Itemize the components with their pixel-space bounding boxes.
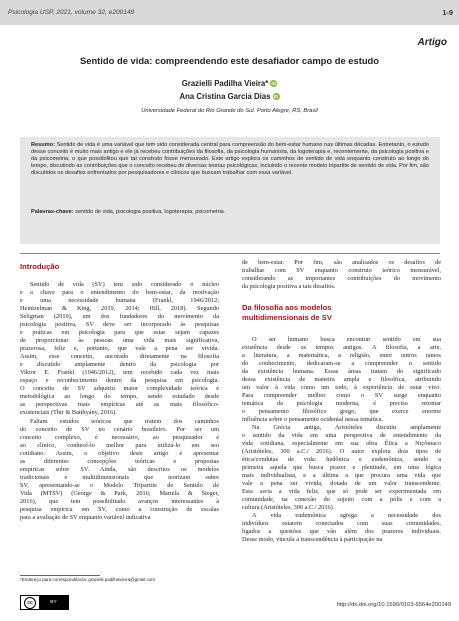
text-line: Esta seria a vida feliz, que só pode ser experimentada em (242, 488, 441, 495)
author-name: Grazielli Padilha Vieira* (181, 79, 269, 88)
text-line: o sentido da vida em uma perspectiva de entendimento da (242, 432, 441, 439)
text-line: considerando as importantes contribuições do movimento (242, 275, 441, 282)
text-line: pesquisa empírica em SV, como a construção de escalas (20, 506, 219, 513)
journal-citation: Psicologia USP, 2021, volume 32, e200149 (8, 9, 135, 16)
cc-by-license-badge[interactable] (20, 595, 69, 610)
author-2 (0, 92, 459, 101)
text-line: o pensamento filosófico grego, que exerce enorme (242, 408, 441, 415)
text-line: Viktor E. Frankl (1946/2012), tem recebido cada vez mais (20, 369, 219, 376)
text-line: espaço e reconhecimento dentro da pesquisa em psicologia. (20, 377, 219, 384)
text-line: cultura (Aristóteles, 300 a.C./ 2016). (242, 504, 335, 511)
text-line: conceito complexo, é necessário, ao pesquisador e (20, 434, 219, 441)
text-line: ligados a questões que vão além dos prazeres individuais. (242, 528, 441, 535)
heading-introducao: Introdução (20, 262, 60, 271)
text-line: a literatura, a matemática, a religião, entre outros ramos (242, 352, 441, 359)
text-line: Desse modo, vincula a transcendência à participação na (242, 536, 383, 543)
text-line: do conhecimento, dedicaram-se a compreender o sentido (242, 360, 441, 367)
text-line: ao clínico, conhecê-lo melhor para utilizá-lo em seu (20, 442, 219, 449)
heading-filosofia-1: Da filosofia aos modelos (242, 303, 332, 312)
text-line: de bem-estar. Por fim, são analisados os desafios de (242, 259, 441, 266)
keywords-label: Palavras-chave: (31, 209, 74, 215)
text-line: O ser humano busca encontrar sentido em sua (252, 336, 441, 343)
cc-icon: cc (21, 596, 39, 609)
text-line: ética/condutas de vida: hedônica e eudemônica, sendo a (242, 456, 441, 463)
text-line: do conceito de SV no cenário brasileiro. Por ser um (20, 426, 219, 433)
by-label: BY (39, 596, 68, 609)
section-label: Artigo (417, 37, 447, 48)
footnote: *Endereço para correspondência: grazielli.padilhavieira@gmail.com (20, 577, 156, 582)
keywords (31, 209, 429, 215)
text-line: Vida (MTSV) (George & Park, 2016; Martela & Steger, (20, 490, 219, 497)
text-line: influência sobre o pensamento ocidental nessa temática. (242, 416, 384, 423)
text-line: da psicologia positiva a tais desafios. (242, 283, 336, 290)
heading-filosofia-2: multidimensionais de SV (242, 313, 332, 322)
orcid-icon[interactable]: iD (273, 94, 279, 99)
text-line: primeira aquela que busca prazer e plenitude, em uma lógica (242, 464, 441, 471)
text-line: Na Grécia antiga, Aristóteles discutiu amplamente (252, 424, 441, 431)
paper-title: Sentido de vida: compreendendo este desafiador campo de estudo (79, 55, 380, 66)
footnote-rule (20, 575, 100, 576)
text-line: Heintzelman & King, 2019, 2014; Hill, 2018). Segundo (20, 305, 219, 312)
text-line: e práticas em psicologia para que estas sejam capazes (20, 329, 219, 336)
text-line: e a chave para o entendimento do bem-estar, da motivação (20, 289, 219, 296)
text-line: mais individualista, e a última a que procura uma vida que (242, 472, 441, 479)
text-line: Assim, esse conceito, ancorado diretamente na filosofia (20, 353, 219, 360)
text-line: O conceito de SV adquiriu maior complexidade teórica e (20, 385, 219, 392)
text-line: vida cotidiana, especialmente em sua obra Ética a Nicômaco (242, 440, 441, 447)
abstract-label: Resumo: (31, 142, 55, 148)
author-1 (0, 79, 459, 88)
text-line: A vida eudemônica agrega a necessidade dos (252, 512, 441, 519)
text-line: SV, apresentando-se o Modelo Tripartite de Sentido de (20, 482, 219, 489)
text-line: Seligman (2019), um dos fundadores do movimento da (20, 313, 219, 320)
text-line: Para compreender melhor como o SV surge enquanto (242, 392, 441, 399)
abstract-box (20, 137, 440, 244)
page-range: 1-9 (442, 8, 453, 17)
text-line: prazerosa, feliz e, portanto, que vale a pena ser vivida. (20, 345, 219, 352)
affiliation: Universidade Federal do Rio Grande do Sul. Porto Alegre, RS, Brasil (141, 108, 318, 114)
text-line: um valor à vida como um todo, à experiência de estar vivo. (242, 384, 441, 391)
text-line: e discutido amplamente dentro da psicologia por (20, 361, 219, 368)
text-line: comunidade, na conexão do sujeito com a pólis e com a (242, 496, 441, 503)
text-line: indivíduos estarem conectados com suas comunidades, (242, 520, 441, 527)
author-name: Ana Cristina Garcia Dias (179, 92, 271, 101)
keywords-list: sentido de vida, psicologia positiva, logoterapia, psicometria. (73, 209, 226, 215)
text-line: tradicionais e multidimensionais que teorizam sobre (20, 474, 219, 481)
text-line: psicologia positiva, SV deve ser incorporado às pesquisas (20, 321, 219, 328)
abstract-text (31, 142, 429, 177)
doi-link[interactable]: http://dx.doi.org/10.1590/0103-6564e200149 (336, 602, 451, 608)
text-line: de proporcionar às pessoas uma vida mais significativa, (20, 337, 219, 344)
text-line: existência desde os tempos antigos. A filosofia, a arte, (242, 344, 441, 351)
text-line: trabalhar com SV enquanto construto teórico mensurável, (242, 267, 441, 274)
text-line: 2016), que tem possibilitado avanços interessantes à (20, 498, 219, 505)
text-line: cotidiano. Assim, o objetivo deste artigo é apresentar (20, 450, 219, 457)
orcid-icon[interactable]: iD (271, 81, 277, 86)
text-line: existenciais (Thir & Batthyány, 2016). (20, 409, 117, 416)
text-line: vale a pena ser vivida, dotada de um valor transcendente. (242, 480, 441, 487)
text-line: as perspectivas mais empíricas até as mais filosófico- (20, 401, 219, 408)
text-line: Faltam estudos teóricos que tratem dos caminhos (30, 418, 219, 425)
text-line: (Aristóteles, 300 a.C./ 2016). O autor explora dois tipos de (242, 448, 441, 455)
text-line: da existência humana. Essas áreas tratam do significado (242, 368, 441, 375)
text-line: temática da psicologia moderna, é preciso retomar (242, 400, 441, 407)
text-line: para a avaliação de SV enquanto variável indicativa (20, 514, 151, 521)
text-line: metodológica ao longo do tempo, sendo estudado desde (20, 393, 219, 400)
text-line: dessa existência de maneira ampla e filosófica, atribuindo (242, 376, 441, 383)
text-line: empíricas sobre SV. Ainda, são descritos os modelos (20, 466, 219, 473)
text-line: as diferentes concepções teóricas e propostas (20, 458, 219, 465)
divider (20, 253, 440, 254)
abstract-body: Sentido de vida é uma variável que tem sido considerada central para compreensão do bem-estar humano nas últimas décadas. Entretanto, o estudo desse conceito é muito mais antigo e ele já recebeu contribuições da filosofia, da psicologia humanista, da logoterapia e, recentemente, da psicologia positiva e da psicometria, o que possibilitou que tal construto fosse mensurado. Este artigo explora os caminhos de sentido de vida enquanto construto ao longo do tempo, discutindo as contribuições que o conceito recebeu de diversas teorias psicológicas, incluindo o recente modelo tripartite de sentido de vida. Por fim, são discutidos os desafios enfrentados por pesquisadores e clínicos que buscam trabalhar com essa variável. (31, 142, 429, 176)
text-line: e uma necessidade humana (Frankl, 1946/2012; (20, 297, 219, 304)
text-line: Sentido de vida (SV) tem sido considerado o núcleo (30, 281, 219, 288)
